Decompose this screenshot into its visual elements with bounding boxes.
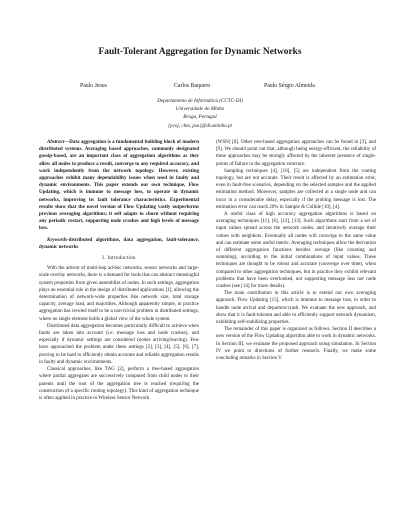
affiliation-location: Braga, Portugal xyxy=(183,114,217,121)
right-paragraph-5: The remainder of this paper is organized as follows. Section II describes a new version of the Flow Updating algorithm able to work in dynamic networks. In Section III, we evaluate the proposed approach using simulation. In Section IV we point to directions of further research. Finally, we make some concluding remarks in Section V. xyxy=(216,327,376,362)
author-2: Carlos Baquero xyxy=(174,83,211,89)
keywords-label: Keywords xyxy=(47,237,67,243)
abstract-label: Abstract xyxy=(47,140,65,145)
author-3: Paulo Sérgio Almeida xyxy=(264,83,315,89)
right-paragraph-2: Sampling techniques [4], [10], [5] are independent from the routing topology, but are not accurate. Their result is affected by an estimation error, even in fault-free scenarios, depending on the selected samples and the applied estimation method. Moreover, samples are collected at a single node and can incur in a considerable delay, especially if the probing message is lost. The estimation error can reach 20% in Sample & Collide [10], [4]. xyxy=(216,168,376,210)
author-1: Paulo Jesus xyxy=(80,83,107,89)
right-column xyxy=(216,139,376,362)
left-column xyxy=(39,139,199,402)
keywords-text: -distributed algorithms, data aggregation, fault-tolerance, dynamic networks xyxy=(39,237,199,250)
affiliation-department: Departamento de Informática (CCTC-DI) xyxy=(157,98,243,104)
intro-paragraph-1: With the advent of multi-hop ad-hoc networks, sensor networks and large-scale overlay networks, there is a demand for tools that can abstract meaningful system properties from given assemblies of nodes. In such settings, aggregation plays an essential role in the design of distributed applications [1], allowing the determination of network-wide properties like network size, total storage capacity, average load, and majorities. Although apparently simple, in practice aggregation has reveled itself to be a non-trivial problem in distributed settings, where no single element holds a global view of the whole system. xyxy=(39,266,199,322)
right-paragraph-3: A useful class of high accuracy aggregation algorithms is based on averaging techniques [11], [6], [12], [13]. Such algorithms start from a set of input values spread across the network nodes, and iteratively average their values with neighbors. Eventually all nodes will converge to the same value and can estimate some useful metric. Averaging techniques allow the derivation of different aggregation functions besides average (like counting and summing), according to the initial combinations of input values. These techniques are thought to be robust and accurate (converge over time), when compared to other aggregation techniques, but in practice they exhibit relevant problems that have been overlooked, not supporting message loss nor node crashes (see [14] for more details). xyxy=(216,212,376,290)
intro-paragraph-2: Distributed data aggregation becomes particularly difficult to achieve when faults are taken into account (i.e. message loss and node crashes), and especially if dynamic settings are considered (nodes arriving/leaving). Few have approached the problem under these settings [2], [3], [4], [5], [6], [7], proving to be hard to efficiently obtain accurate and reliable aggregation results in faulty and dynamic environments. xyxy=(39,323,199,365)
right-paragraph-4: The main contribution in this article is to extend our own averaging approach, Flow Updating [15], which is immune to message loss, in order to handle node arrival and departure/crash. We evaluate the new approach, and show that it is fault-tolerant and able to efficiently support network dynamism, exhibiting self-stabilizing properties. xyxy=(216,291,376,326)
keywords xyxy=(39,237,199,251)
abstract-text: —Data aggregation is a fundamental building block of modern distributed systems. Averaging based approaches, commonly designated gossip-based, are an important class of aggregation algorithms as they allow all nodes to produce a result, converge to any required accuracy, and work independently from the network topology. However, existing approaches exhibit many dependability issues when used in faulty and dynamic environments. This paper extends our own technique, Flow Updating, which is immune to message loss, to operate in dynamic networks, improving its fault tolerance characteristics. Experimental results show that the novel version of Flow Updating vastly outperforms previous averaging algorithms; it self adapts to churn without requiring any periodic restart, supporting node crashes and high levels of message loss. xyxy=(39,140,199,232)
affiliation-block xyxy=(120,97,280,130)
paper-title: Fault-Tolerant Aggregation for Dynamic Networks xyxy=(98,47,302,57)
intro-paragraph-3: Classical approaches, like TAG [2], perform a tree-based aggregation where partial aggregates are successively computed from child nodes to their parents until the root of the aggregation tree is reached (requiring the construction of a specific routing topology). This kind of aggregation technique is often applied in practice to Wireless Sensor Network xyxy=(39,367,199,401)
abstract xyxy=(39,139,199,233)
affiliation-emails: {pcoj, cbm, psa}@di.uminho.pt xyxy=(168,122,232,129)
section-heading-introduction: I. Introduction xyxy=(102,256,136,262)
right-paragraph-1: (WSN) [8]. Other tree-based aggregation approaches can be found in [3], and [9]. We should point out that, although being energy-efficient, the reliability of these approaches may be strongly affected by the inherent presence of single-points of failure in the aggregation structure. xyxy=(216,140,376,167)
affiliation-university: Universidade do Minho xyxy=(175,106,225,113)
